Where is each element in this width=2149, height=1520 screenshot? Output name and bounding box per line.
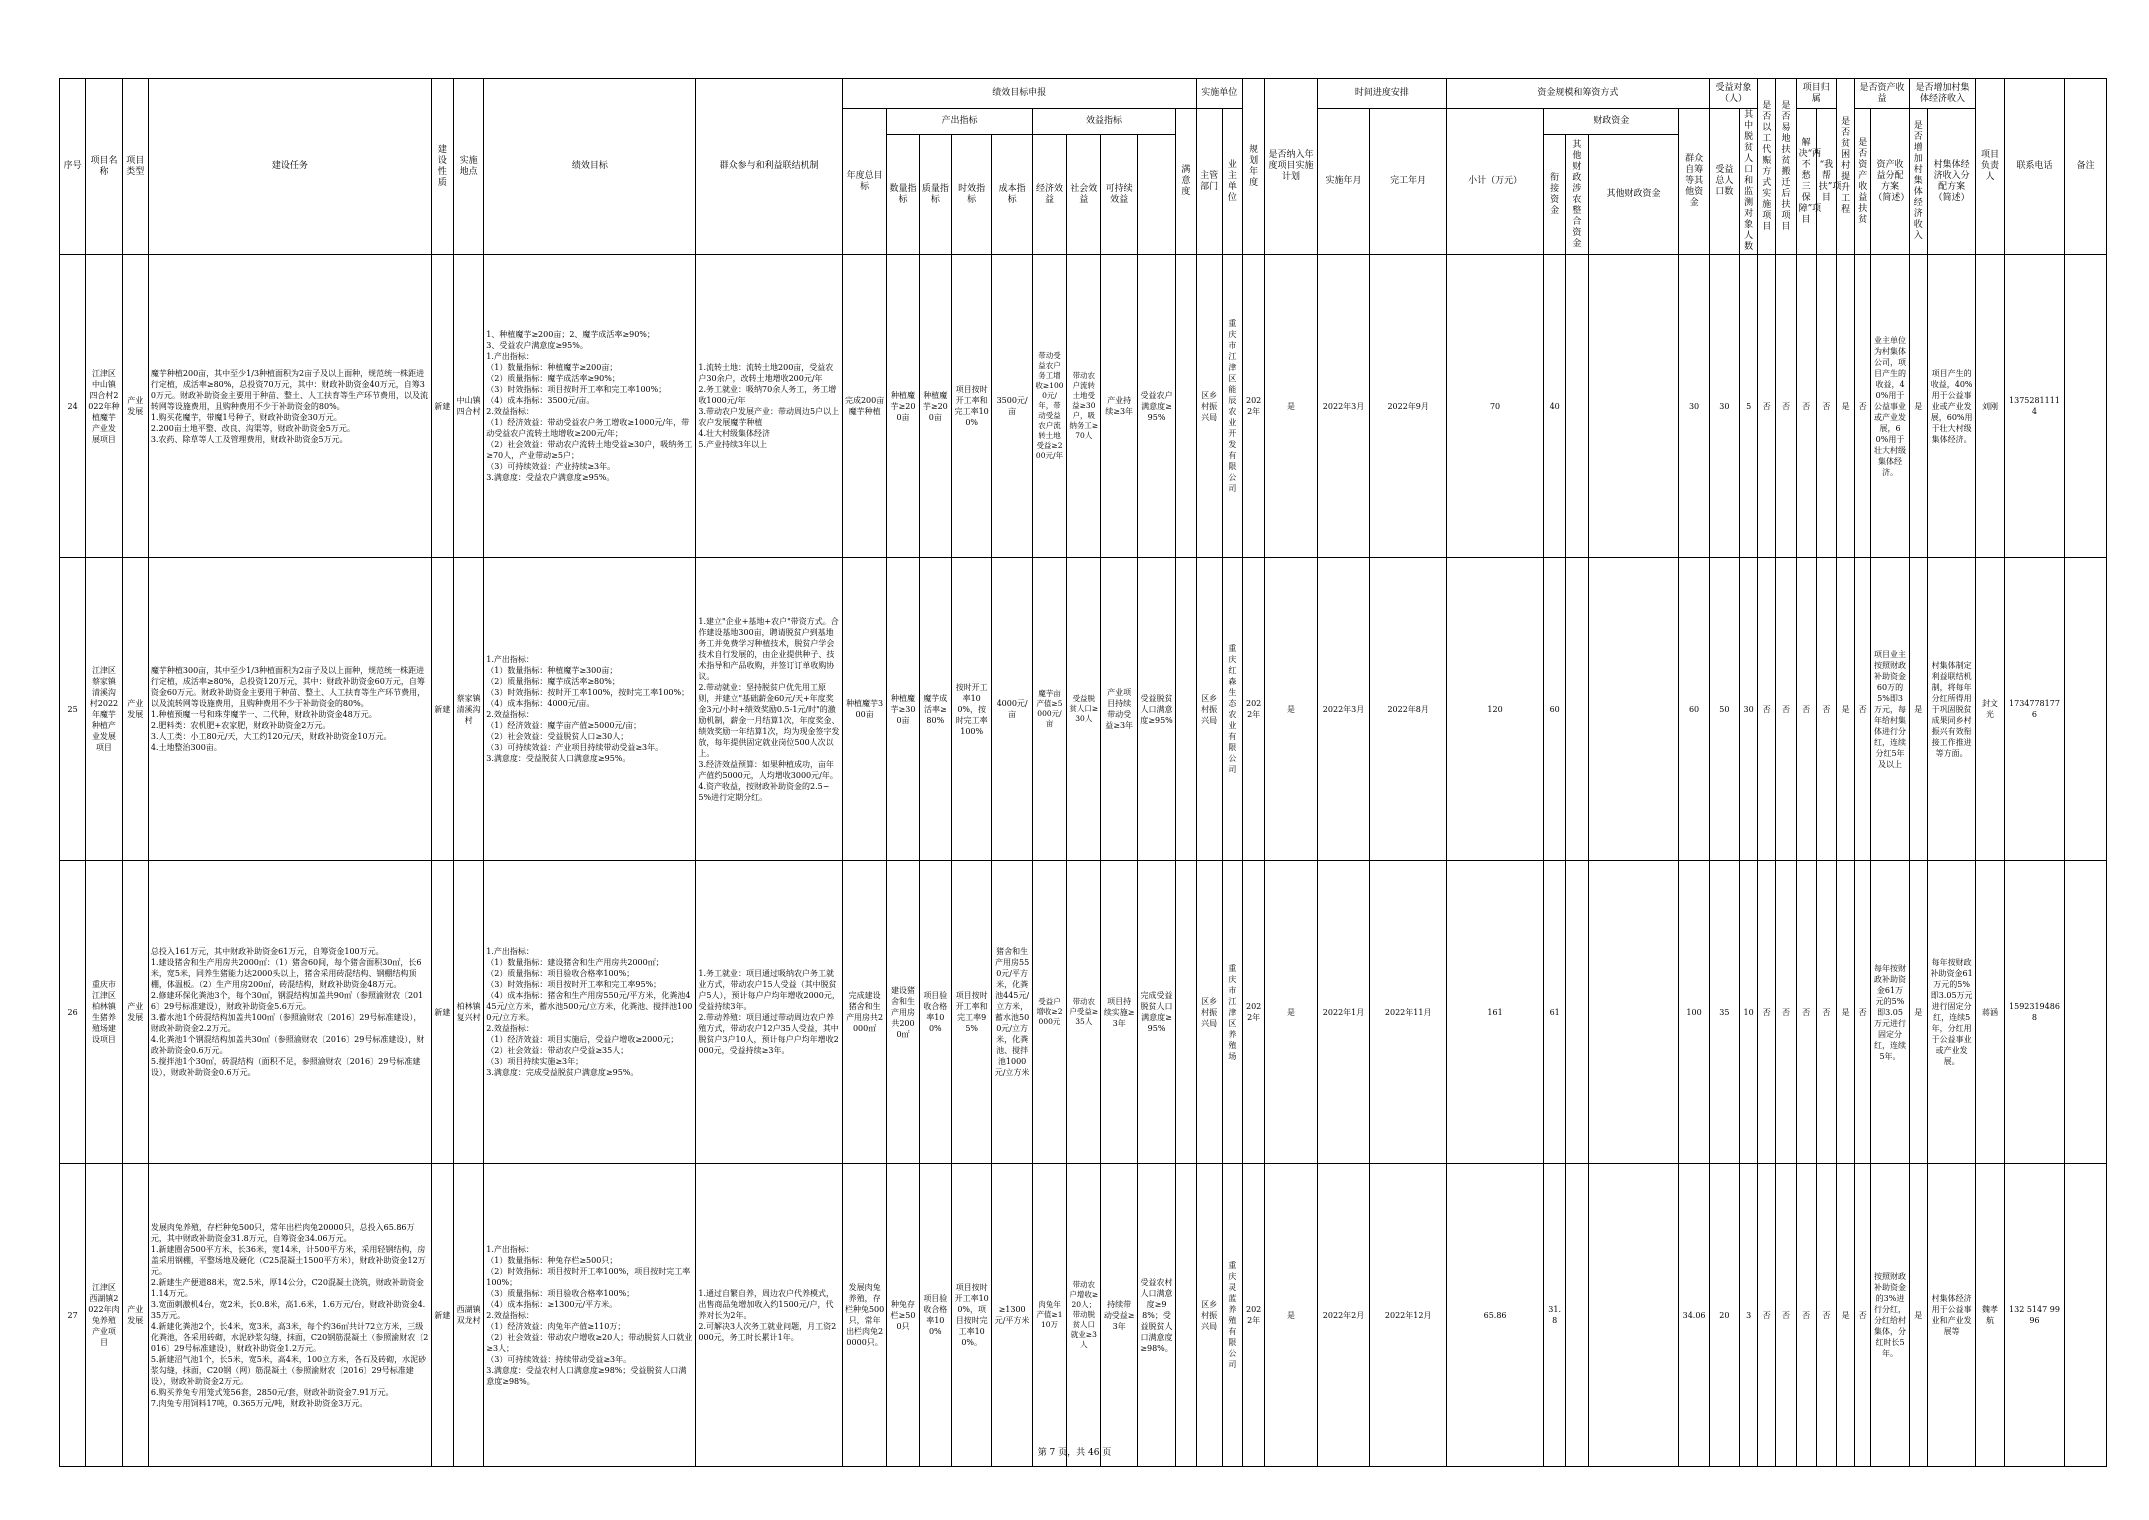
cell-cost: 3500元/亩 [992,255,1032,558]
hdr-location: 实施地点 [453,79,483,255]
cell-goal: 1.产出指标： （1）数量指标：种植魔芋≥300亩； （2）质量指标：魔芋成活率≥80%； （3）时效指标：按时开工率100%，按时完工率100%； （4）成本指标：4000元/亩。 2.效益指标： （1）经济效益：魔芋亩产值≥5000元/亩； （2）社会效益：受益脱贫人口≥30人； （3）可持续效益：产业项目持续带动受益≥3年。 3.满意度：受益脱贫人口满意度≥95%。 [484,558,696,861]
cell-timeliness: 项目按时开工率和完工率95% [951,861,991,1164]
hdr-self-raised: 群众自筹等其他资金 [1679,109,1709,255]
cell-connect: 31.8 [1544,1164,1566,1467]
cell-dept: 区乡村振兴局 [1196,558,1222,861]
cell-collective-plan: 项目产生的收益，40%用于公益事业或产业发展，60%用于壮大村级集体经济。 [1927,255,1976,558]
table-row [60,1164,2107,1467]
cell-total-pop: 50 [1709,558,1739,861]
hdr-timeliness: 时效指标 [951,135,991,255]
cell-annual-goal: 完成建设猪舍和生产用房共2000㎡ [842,861,886,1164]
cell-relocation: 否 [1776,861,1796,1164]
hdr-in-plan: 是否纳入年度项目实施计划 [1265,79,1318,255]
hdr-seq: 序号 [60,79,86,255]
cell-mechanism: 1.通过自繁自养，周边农户代养模式，出售商品兔增加收入约1500元/户，代养对长为2年。 2.可解决3人次务工就业问题，月工资2000元，务工时长累计1年。 [696,1164,842,1467]
cell-mechanism: 1.流转土地：流转土地200亩，受益农户30余户，改转土地增收200元/年 2.务工就业：吸纳70余人务工，务工增收1000元/年 3.带动农户发展产业：带动周边5户以上农户发展魔芋种植 4.壮大村级集体经济 5.产业持续3年以上 [696,255,842,558]
hdr-annual-goal: 年度总目标 [842,109,886,255]
cell-end: 2022年9月 [1370,255,1447,558]
cell-relocation: 否 [1776,255,1796,558]
cell-phone: 13752811114 [2004,255,2065,558]
cell-asset: 否 [1855,1164,1871,1467]
cell-name: 重庆市江津区柏林镇生猪养殖场建设项目 [86,861,122,1164]
cell-work-relief: 否 [1758,861,1776,1164]
cell-relief: 否 [1816,558,1836,861]
cell-phone: 17347781776 [2004,558,2065,861]
cell-name: 江津区西湖镇2022年肉兔养殖产业项目 [86,1164,122,1467]
cell-relief: 否 [1816,861,1836,1164]
cell-timeliness: 项目按时开工率100%，项目按时完工率100%。 [951,1164,991,1467]
cell-mechanism: 1.建立"企业+基地+农户"带资方式。合作建设基地300亩，聘请脱贫户到基地务工并免费学习种植技术，脱贫户学会技术自行发展的，由企业提供种子、技术指导和产品收购，并签订订单收购协议。 2.带动就业：坚持脱贫户优先用工原则，并建立"基础薪金60元/天+年度奖金3元/小时+绩效奖励0.5-1元/时"的激励机制，薪金一月结算1次，年度奖金、绩效奖励一年结算1次，均为现金签字发放，每年提供固定就业岗位500人次以上。 3.经济效益预算：如果种植成功，亩年产值约5000元，人均增收3000元/年。 4.资产收益，按财政补助资金的2.5~5%进行定期分红。 [696,558,842,861]
cell-spacer [1176,558,1196,861]
cell-note [2065,1164,2107,1467]
cell-economic: 魔芋亩产值≥5000元/亩 [1032,558,1066,861]
cell-collective-plan: 村集体制定利益联结机制，将每年分红所得用于巩固脱贫成果同乡村振兴有效衔接工作推进等方面。 [1927,558,1976,861]
cell-owner: 重庆市江津区能辰农业开发有限公司 [1222,255,1242,558]
cell-poor-pop: 10 [1740,861,1758,1164]
hdr-poverty-village: 是否贫困村提升工程 [1837,79,1855,255]
cell-quantity: 种植魔芋≥300亩 [887,558,919,861]
cell-asset-plan: 每年按财政补助资金61万元的5%即3.05万元进行固定分红，连续5年。 [1871,861,1909,1164]
cell-end: 2022年12月 [1370,1164,1447,1467]
cell-end: 2022年8月 [1370,558,1447,861]
cell-cost: 猪舍和生产用房550元/平方米，化粪池445元/立方米，蓄水池500元/立方米，化粪池、搅拌池1000元/立方米 [992,861,1032,1164]
cell-self-raised: 100 [1679,861,1709,1164]
cell-subtotal: 65.86 [1447,1164,1544,1467]
hdr-funding: 资金规模和筹资方式 [1447,79,1710,109]
cell-annual-goal: 完成200亩魔芋种植 [842,255,886,558]
cell-name: 江津区中山镇四合村2022年种植魔芋产业发展项目 [86,255,122,558]
hdr-leader: 项目负责人 [1976,79,2004,255]
cell-nature: 新建 [431,255,453,558]
cell-nature: 新建 [431,861,453,1164]
cell-spacer [1176,861,1196,1164]
hdr-task: 建设任务 [148,79,431,255]
hdr-asset: 是否资产收益 [1855,79,1910,109]
cell-phone: 132 5147 9996 [2004,1164,2065,1467]
hdr-phone: 联系电话 [2004,79,2065,255]
cell-total-pop: 30 [1709,255,1739,558]
hdr-project-type: 项目类型 [122,79,148,255]
cell-type: 产业发展 [122,1164,148,1467]
hdr-collective: 是否增加村集体经济收入 [1909,79,1976,109]
cell-social: 带动农户流转土地受益≥30户，吸纳务工≥70人 [1067,255,1101,558]
hdr-fiscal: 财政资金 [1544,109,1679,135]
hdr-output: 产出指标 [887,109,1032,135]
hdr-quality: 质量指标 [919,135,951,255]
cell-connect: 61 [1544,861,1566,1164]
cell-goal: 1.产出指标： （1）数量指标：建设猪舍和生产用房共2000㎡； （2）质量指标：项目验收合格率100%； （3）时效指标：项目按时开工率和完工率95%； （4）成本指标：猪舍和生产用房550元/平方米，化粪池445元/立方米，蓄水池500元/立方米，化粪池、搅拌池1000元/立方米。 2.效益指标： （1）经济效益：项目实施后，受益户增收≥2000元； （2）社会效益：带动农户受益≥35人； （3）项目持续实施≥3年； 3.满意度：完成受益脱贫户满意度≥95%。 [484,861,696,1164]
hdr-social: 社会效益 [1067,135,1101,255]
cell-quality: 种植魔芋≥200亩 [919,255,951,558]
hdr-total-pop: 受益总人口数 [1709,109,1739,255]
cell-quality: 魔芋成活率≥80% [919,558,951,861]
cell-start: 2022年1月 [1317,861,1370,1164]
project-table [59,78,2107,1467]
hdr-note: 备注 [2065,79,2107,255]
cell-quantity: 种植魔芋≥200亩 [887,255,919,558]
cell-total-pop: 35 [1709,861,1739,1164]
hdr-sustain: 可持续效益 [1101,135,1137,255]
hdr-economic: 经济效益 [1032,135,1066,255]
cell-dept: 区乡村振兴局 [1196,255,1222,558]
cell-asset-plan: 业主单位为村集体公司，项目产生的收益，40%用于公益事业或产业发展，60%用于壮大村级集体经济。 [1871,255,1909,558]
cell-economic: 受益户增收≥2000元 [1032,861,1066,1164]
cell-work-relief: 否 [1758,255,1776,558]
cell-collective: 是 [1909,558,1927,861]
cell-poor-pop: 5 [1740,255,1758,558]
cell-work-relief: 否 [1758,1164,1776,1467]
cell-satisfaction: 受益脱贫人口满意度≥95% [1137,558,1175,861]
hdr-quantity: 数量指标 [887,135,919,255]
hdr-collective-inc: 是否增加村集体经济收入 [1909,109,1927,255]
cell-total-pop: 20 [1709,1164,1739,1467]
cell-start: 2022年3月 [1317,558,1370,861]
cell-owner: 重庆市江津区养殖场 [1222,861,1242,1164]
cell-sustain: 持续带动受益≥3年 [1101,1164,1137,1467]
cell-other-fiscal [1566,861,1588,1164]
cell-plan-year: 2022年 [1243,861,1265,1164]
cell-owner: 重庆红森生态农业有限公司 [1222,558,1242,861]
cell-connect: 60 [1544,558,1566,861]
cell-note [2065,558,2107,861]
cell-spacer [1176,255,1196,558]
cell-plan-year: 2022年 [1243,1164,1265,1467]
cell-other-fiscal [1566,1164,1588,1467]
cell-leader: 魏孝航 [1976,1164,2004,1467]
cell-social: 带动农户受益≥35人 [1067,861,1101,1164]
cell-sustain: 项目持续实施≥3年 [1101,861,1137,1164]
hdr-subtotal: 小计（万元） [1447,109,1544,255]
cell-other-fiscal [1566,558,1588,861]
cell-in-plan: 是 [1265,558,1318,861]
hdr-goal: 绩效目标 [484,79,696,255]
cell-asset: 否 [1855,861,1871,1164]
cell-name: 江津区蔡家镇清溪沟村2022年魔芋种植产业发展项目 [86,558,122,861]
hdr-dept: 主管部门 [1196,109,1222,255]
hdr-mechanism: 群众参与和利益联结机制 [696,79,842,255]
cell-location: 西湖镇双龙村 [453,1164,483,1467]
cell-timeliness: 项目按时开工率和完工率100% [951,255,991,558]
cell-satisfaction: 完成受益脱贫人口满意度≥95% [1137,861,1175,1164]
cell-phone: 15923194868 [2004,861,2065,1164]
cell-quantity: 建设猪舍和生产用房共2000㎡ [887,861,919,1164]
cell-sustain: 产业持续≥3年 [1101,255,1137,558]
cell-note [2065,861,2107,1164]
cell-other-fiscal [1566,255,1588,558]
cell-location: 柏林镇复兴村 [453,861,483,1164]
cell-annual-goal: 发展肉兔养殖，存栏种兔500只，常年出栏肉兔20000只。 [842,1164,886,1467]
cell-work-relief: 否 [1758,558,1776,861]
cell-relief: 否 [1816,1164,1836,1467]
cell-goal: 1、种植魔芋≥200亩；2、魔芋成活率≥90%； 3、受益农户满意度≥95%。 1.产出指标： （1）数量指标：种植魔芋≥200亩； （2）质量指标：魔芋成活率≥90%； （3）时效指标：项目按时开工率和完工率100%； （4）成本指标：3500元/亩。 2.效益指标： （1）经济效益：带动受益农户务工增收≥1000元/年，带动受益农户流转土地增收≥200元/年； （2）社会效益：带动农户流转土地受益≥30户，吸纳务工≥70人，产业带动≥5户； （3）可持续效益：产业持续≥3年。 3.满意度：受益农户满意度≥95%。 [484,255,696,558]
cell-owner: 重庆灵蓝养殖有限公司 [1222,1164,1242,1467]
cell-subtotal: 70 [1447,255,1544,558]
cell-start: 2022年3月 [1317,255,1370,558]
table-row [60,558,2107,861]
hdr-satisfaction-2 [1137,135,1175,255]
cell-leader: 封文光 [1976,558,2004,861]
cell-task: 发展肉兔养殖，存栏种兔500只，常年出栏肉兔20000只，总投入65.86万元，其中财政补助资金31.8万元，自筹资金34.06万元。 1.新建圈舍500平方米，长36米，宽14米，计500平方米，采用轻钢结构，房盖采用钢棚，平整场地及硬化（C25混凝土1500平方米），财政补助资金12万元。 2.新建生产便道88米，宽2.5米，厚14公分，C20混凝土浇筑，财政补助资金1.14万元。 3.宽面刺激机4台，宽2米，长0.8米，高1.6米，1.6万元/台，财政补助资金4.35万元。 4.新建化粪池2个，长4米，宽3米，高3米，每个约36㎥共计72立方米，三级化粪池，各采用砖砌，水泥砂浆勾缝，抹面，C20钢筋混凝土（参照渝财农〔2016〕29号标准建设），财政补助资金1.2万元。 5.新建沼气池1个，长5米，宽5米，高4米，100立方米，各石及砖砌，水泥砂浆勾缝，抹面，C20钢（网）筋混凝土（参照渝财农〔2016〕29号标准建设），财政补助资金2万元。 6.购买养兔专用笼式笼56套，2850元/套，财政补助资金7.91万元。 7.肉兔专用饲料17吨，0.365万元/吨，财政补助资金3万元。 [148,1164,431,1467]
cell-seq: 25 [60,558,86,861]
cell-other-fund [1588,558,1679,861]
cell-in-plan: 是 [1265,1164,1318,1467]
hdr-connect: 衔接资金 [1544,135,1566,255]
table-body [60,255,2107,1467]
cell-in-plan: 是 [1265,861,1318,1164]
hdr-end: 完工年月 [1370,109,1447,255]
cell-collective-plan: 村集体经济用于公益事业和产业发展等 [1927,1164,1976,1467]
hdr-impl-unit: 实施单位 [1196,79,1242,109]
cell-quantity: 种兔存栏≥500只 [887,1164,919,1467]
cell-two-no-worry: 否 [1796,255,1816,558]
hdr-relocation: 是否易地扶贫搬迁后扶项目 [1776,79,1796,255]
cell-task: 总投入161万元，其中财政补助资金61万元，自筹资金100万元。 1.建设猪舍和生产用房共2000㎡：（1）猪舍60间，每个猪舍面积30㎡，长6米，宽5米，同养生猪能力达2000头以上，猪舍采用砖混结构、钢棚结构顶棚，体温板。（2）生产用房200㎡，砖混结构，财政补助资金48万元。 2.修建环保化粪池3个，每个30㎥，钢混结构加盖共90㎥（参照渝财农〔2016〕29号标准建设），财政补助资金5.6万元。 3.蓄水池1个砖混结构加盖共100㎥（参照渝财农〔2016〕29号标准建设），财政补助资金2.2万元。 4.化粪池1个钢混结构加盖共30㎥（参照渝财农〔2016〕29号标准建设），财政补助资金0.6万元。 5.搅拌池1个30㎥，砖混结构（面积不足，参照渝财农〔2016〕29号标准建设），财政补助资金0.6万元。 [148,861,431,1164]
cell-relocation: 否 [1776,1164,1796,1467]
cell-sustain: 产业项目持续带动受益≥3年 [1101,558,1137,861]
cell-poverty-village: 是 [1837,1164,1855,1467]
cell-cost: ≥1300元/平方米 [992,1164,1032,1467]
cell-quality: 项目验收合格率100% [919,861,951,1164]
cell-poverty-village: 是 [1837,558,1855,861]
cell-subtotal: 161 [1447,861,1544,1164]
cell-other-fund [1588,255,1679,558]
cell-plan-year: 2022年 [1243,255,1265,558]
cell-satisfaction: 受益农村人口满意度≥98%；受益脱贫人口满意度≥98%。 [1137,1164,1175,1467]
cell-note [2065,255,2107,558]
cell-quality: 项目验收合格率100% [919,1164,951,1467]
hdr-cost: 成本指标 [992,135,1032,255]
cell-timeliness: 按时开工率100%，按时完工率100% [951,558,991,861]
cell-poor-pop: 30 [1740,558,1758,861]
cell-self-raised: 60 [1679,558,1709,861]
hdr-relief: “我帮扶”项目 [1816,109,1836,255]
hdr-perf-plan: 绩效目标申报 [842,79,1196,109]
cell-asset-plan: 项目业主按照财政补助资金60万的5%即3万元，每年给村集体进行分红，连续分红5年及以上 [1871,558,1909,861]
hdr-owner: 业主单位 [1222,109,1242,255]
cell-collective: 是 [1909,861,1927,1164]
cell-economic: 肉兔年产值≥110万 [1032,1164,1066,1467]
cell-nature: 新建 [431,558,453,861]
cell-type: 产业发展 [122,255,148,558]
hdr-two-no-worry: 解决“两不愁三保障”项目 [1796,109,1816,255]
cell-seq: 27 [60,1164,86,1467]
cell-asset-plan: 按照财政补助资金的3%进行分红，分红给村集体，分红时长5年。 [1871,1164,1909,1467]
cell-asset: 否 [1855,558,1871,861]
cell-start: 2022年2月 [1317,1164,1370,1467]
cell-relief: 否 [1816,255,1836,558]
hdr-benefit: 效益指标 [1032,109,1175,135]
hdr-work-relief: 是否以工代赈方式实施项目 [1758,79,1776,255]
cell-type: 产业发展 [122,861,148,1164]
cell-mechanism: 1.务工就业：项目通过吸纳农户务工就业方式，带动农户15人受益（其中脱贫户5人），预计每户户均年增收2000元，受益持续3年。 2.带动养殖：项目通过带动周边农户养殖方式，带动农户12户35人受益，其中脱贫户3户10人，预计每户户均年增收2000元，受益持续≥3年。 [696,861,842,1164]
cell-location: 中山镇四合村 [453,255,483,558]
cell-poverty-village: 是 [1837,255,1855,558]
hdr-attr: 项目归属 [1796,79,1836,109]
hdr-plan-year: 规划年度 [1243,79,1265,255]
hdr-satisfaction: 满意度 [1176,109,1196,255]
cell-leader: 蒋涵 [1976,861,2004,1164]
cell-dept: 区乡村振兴局 [1196,861,1222,1164]
hdr-other-fiscal: 其他财政涉农整合资金 [1566,135,1588,255]
cell-two-no-worry: 否 [1796,861,1816,1164]
hdr-collective-plan: 村集体经济收入分配方案（简述） [1927,109,1976,255]
cell-two-no-worry: 否 [1796,1164,1816,1467]
cell-asset: 否 [1855,255,1871,558]
cell-type: 产业发展 [122,558,148,861]
cell-location: 蔡家镇清溪沟村 [453,558,483,861]
table-row [60,861,2107,1164]
hdr-other-fund: 其他财政资金 [1588,135,1679,255]
cell-poor-pop: 3 [1740,1164,1758,1467]
cell-nature: 新建 [431,1164,453,1467]
cell-self-raised: 34.06 [1679,1164,1709,1467]
cell-collective-plan: 每年按财政补助资金61万元的5%即3.05万元进行固定分红，连续5年，分红用于公益事业或产业发展。 [1927,861,1976,1164]
hdr-schedule: 时间进度安排 [1317,79,1446,109]
cell-spacer [1176,1164,1196,1467]
hdr-nature: 建设性质 [431,79,453,255]
hdr-project-name: 项目名称 [86,79,122,255]
cell-satisfaction: 受益农户满意度≥95% [1137,255,1175,558]
hdr-start: 实施年月 [1317,109,1370,255]
cell-collective: 是 [1909,255,1927,558]
cell-relocation: 否 [1776,558,1796,861]
page-footer: 第 7 页，共 46 页 [1037,1448,1112,1458]
cell-other-fund [1588,1164,1679,1467]
hdr-beneficiary: 受益对象（人） [1709,79,1757,109]
cell-seq: 24 [60,255,86,558]
cell-social: 带动农户增收≥20人；带动脱贫人口就业≥3人 [1067,1164,1101,1467]
cell-cost: 4000元/亩 [992,558,1032,861]
cell-end: 2022年11月 [1370,861,1447,1164]
cell-annual-goal: 种植魔芋300亩 [842,558,886,861]
cell-connect: 40 [1544,255,1566,558]
cell-task: 魔芋种植200亩，其中至少1/3种植面积为2亩子及以上面种，规范统一株距进行定植，成活率≥80%，总投资70万元，其中：财政补助资金40万元，自筹30万元。财政补助资金主要用于种苗、整土、人工扶育等生产环节费用，以及流转网等设施费用，且购种费用不少于补助资金的80%。 1.购买花魔芋，带魔1号种子，财政补助资金30万元。 2.200亩土地平整、改良、沟渠等，财政补助资金5万元。 3.农药、除草等人工及管理费用，财政补助资金5万元。 [148,255,431,558]
cell-seq: 26 [60,861,86,1164]
cell-dept: 区乡村振兴局 [1196,1164,1222,1467]
cell-subtotal: 120 [1447,558,1544,861]
cell-economic: 带动受益农户务工增收≥1000元/年，带动受益农户流转土地受益≥200元/年 [1032,255,1066,558]
cell-in-plan: 是 [1265,255,1318,558]
cell-self-raised: 30 [1679,255,1709,558]
cell-collective: 是 [1909,1164,1927,1467]
hdr-asset-plan: 资产收益分配方案（简述） [1871,109,1909,255]
cell-goal: 1.产出指标： （1）数量指标：种兔存栏≥500只； （2）时效指标：项目按时开工率100%，项目按时完工率100%； （3）质量指标：项目验收合格率100%； （4）成本指标：≥1300元/平方米。 2.效益指标： （1）经济效益：肉兔年产值≥110万； （2）社会效益：带动农户增收≥20人；带动脱贫人口就业≥3人； （3）可持续效益：持续带动受益≥3年。 3.满意度：受益农村人口满意度≥98%；受益脱贫人口满意度≥98%。 [484,1164,696,1467]
hdr-poor-pop: 其中脱贫人口和监测对象人数 [1740,109,1758,255]
cell-leader: 刘刚 [1976,255,2004,558]
cell-social: 受益脱贫人口≥30人 [1067,558,1101,861]
cell-two-no-worry: 否 [1796,558,1816,861]
table-row [60,255,2107,558]
cell-plan-year: 2022年 [1243,558,1265,861]
cell-other-fund [1588,861,1679,1164]
cell-task: 魔芋种植300亩，其中至少1/3种植面积为2亩子及以上面种，规范统一株距进行定植，成活率≥80%，总投资120万元，其中：财政补助资金60万元，自筹资金60万元。财政补助资金主要用于种苗、整土、人工扶育等生产环节费用，以及流转网等设施费用，且购种费用不少于补助资金的80%。 1.种植预魔一号和珠芽魔芋一、二代种，财政补助资金48万元。 2.肥料类：农机肥+农家肥，财政补助资金2万元。 3.人工类：小工80元/天，大工约120元/天，财政补助资金10万元。 4.土地整治300亩。 [148,558,431,861]
cell-poverty-village: 是 [1837,861,1855,1164]
hdr-asset-ownership: 是否资产收益扶贫 [1855,109,1871,255]
